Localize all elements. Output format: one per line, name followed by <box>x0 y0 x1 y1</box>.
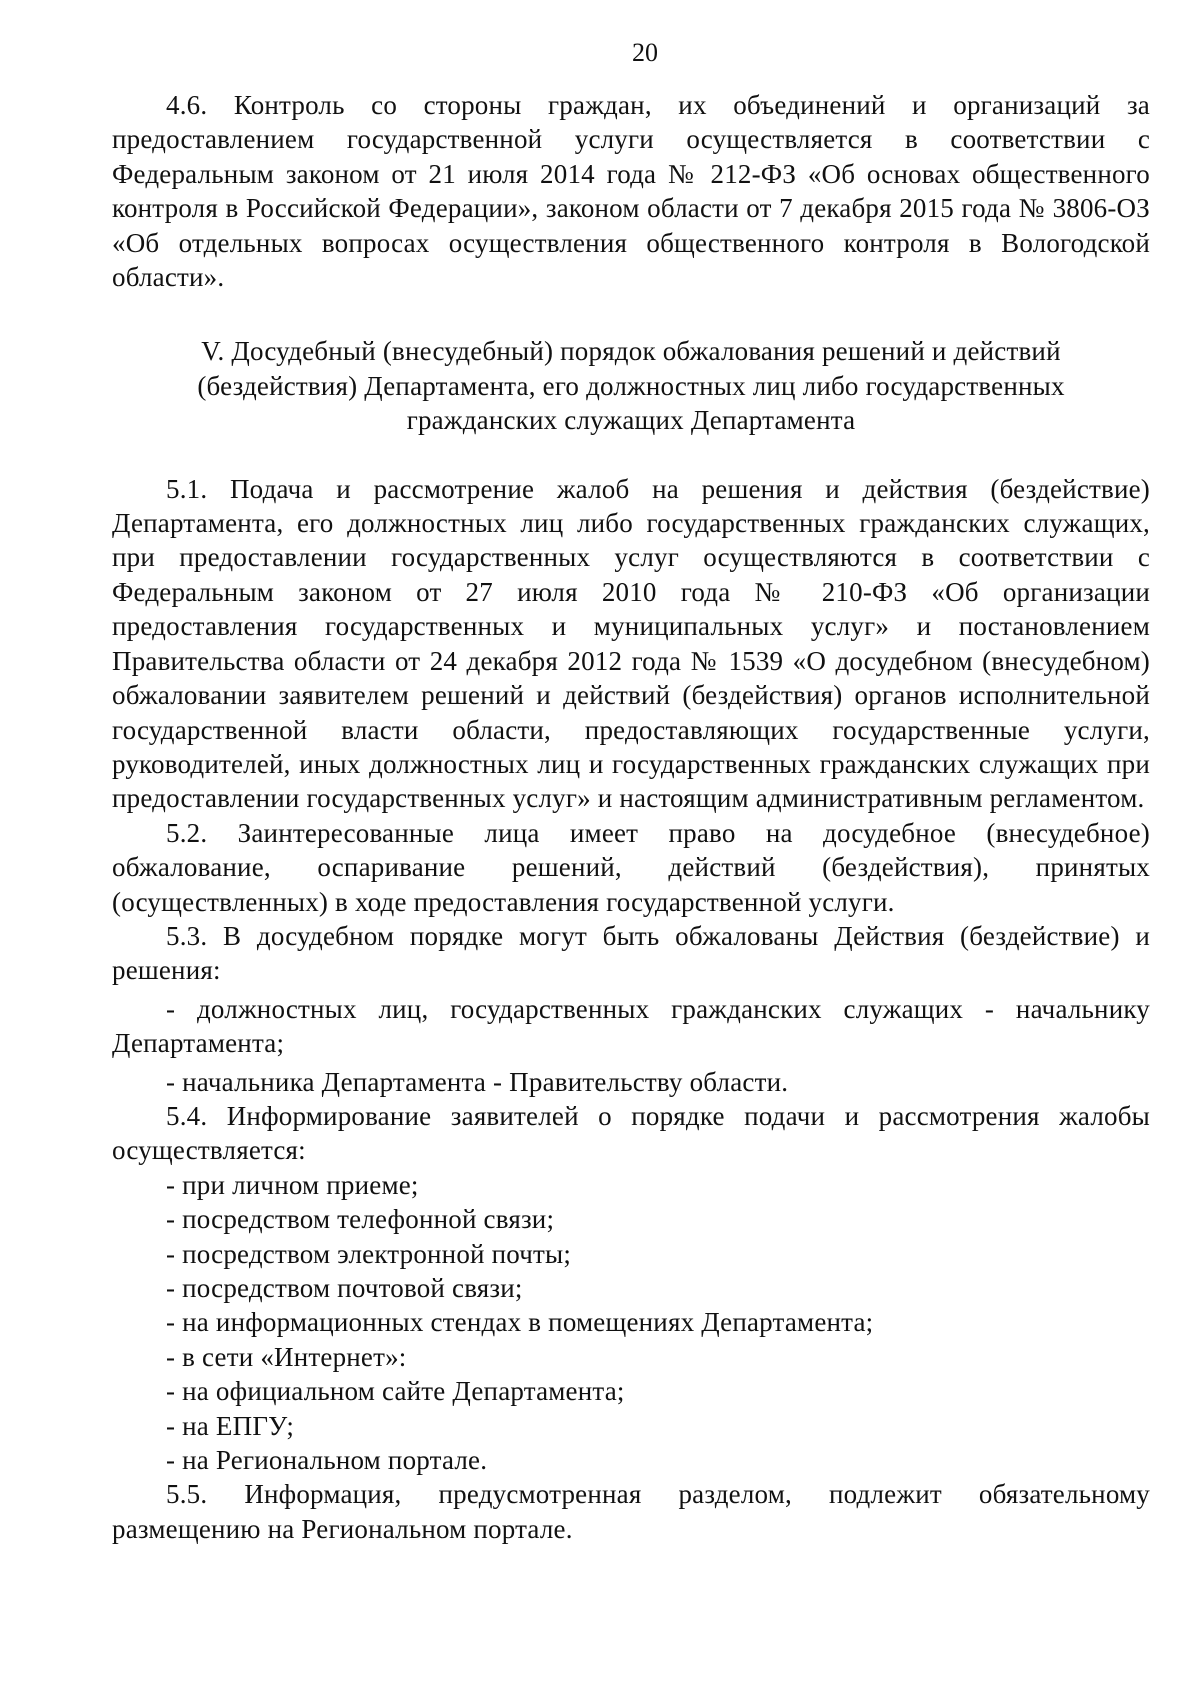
section-heading-line: гражданских служащих Департамента <box>406 405 856 436</box>
paragraph-5-1: 5.1. Подача и рассмотрение жалоб на решения и действия (бездействие) Департамента, его должностных лиц либо государственных гражданских служащих, при предоставлении государственных услуг осуществляются в соответствии с Федеральным законом от 27 июля 2010 года № 210-ФЗ «Об организации предоставления государственных и муниципальных услуг» и постановлением Правительства области от 24 декабря 2012 года № 1539 «О досудебном (внесудебном) обжаловании заявителем решений и действий (бездействия) органов исполнительной государственной власти области, предоставляющих государственные услуги, руководителей, иных должностных лиц и государственных гражданских служащих при предоставлении государственных услуг» и настоящим административным регламентом. <box>112 473 1150 814</box>
list-item: - на официальном сайте Департамента; <box>166 1376 625 1407</box>
list-item: - начальника Департамента - Правительству области. <box>166 1066 789 1097</box>
list-item: - на ЕПГУ; <box>166 1410 295 1441</box>
section-heading-line: V. Досудебный (внесудебный) порядок обжалования решений и действий <box>201 336 1061 367</box>
section-heading-v <box>112 334 1150 437</box>
list-item: - при личном приеме; <box>166 1169 419 1200</box>
list-item: - на Региональном портале. <box>166 1445 488 1476</box>
paragraph-5-2: 5.2. Заинтересованные лица имеет право на досудебное (внесудебное) обжалование, оспаривание решений, действий (бездействия), принятых (осуществленных) в ходе предоставления государственной услуги. <box>112 817 1150 917</box>
list-item: - должностных лиц, государственных гражданских служащих - начальнику Департамента; <box>112 993 1150 1059</box>
paragraph-5-3: 5.3. В досудебном порядке могут быть обжалованы Действия (бездействие) и решения: <box>112 920 1150 986</box>
section-heading-line: (бездействия) Департамента, его должностных лиц либо государственных <box>197 370 1065 401</box>
list-item: - посредством электронной почты; <box>166 1238 572 1269</box>
paragraph-5-4: 5.4. Информирование заявителей о порядке подачи и рассмотрения жалобы осуществляется: <box>112 1100 1150 1166</box>
list-item: - в сети «Интернет»: <box>166 1341 407 1372</box>
page-number: 20 <box>632 38 658 67</box>
paragraph-4-6: 4.6. Контроль со стороны граждан, их объединений и организаций за предоставлением государственной услуги осуществляется в соответствии с Федеральным законом от 21 июля 2014 года № 212-ФЗ «Об основах общественного контроля в Российской Федерации», законом области от 7 декабря 2015 года № 3806-ОЗ «Об отдельных вопросах осуществления общественного контроля в Вологодской области». <box>112 90 1150 293</box>
document-body <box>112 88 1150 1546</box>
paragraph-5-5: 5.5. Информация, предусмотренная разделом, подлежит обязательному размещению на Региональном портале. <box>112 1479 1150 1544</box>
list-item: - посредством телефонной связи; <box>166 1204 555 1235</box>
list-item: - посредством почтовой связи; <box>166 1273 523 1303</box>
list-item: - на информационных стендах в помещениях Департамента; <box>166 1307 874 1338</box>
